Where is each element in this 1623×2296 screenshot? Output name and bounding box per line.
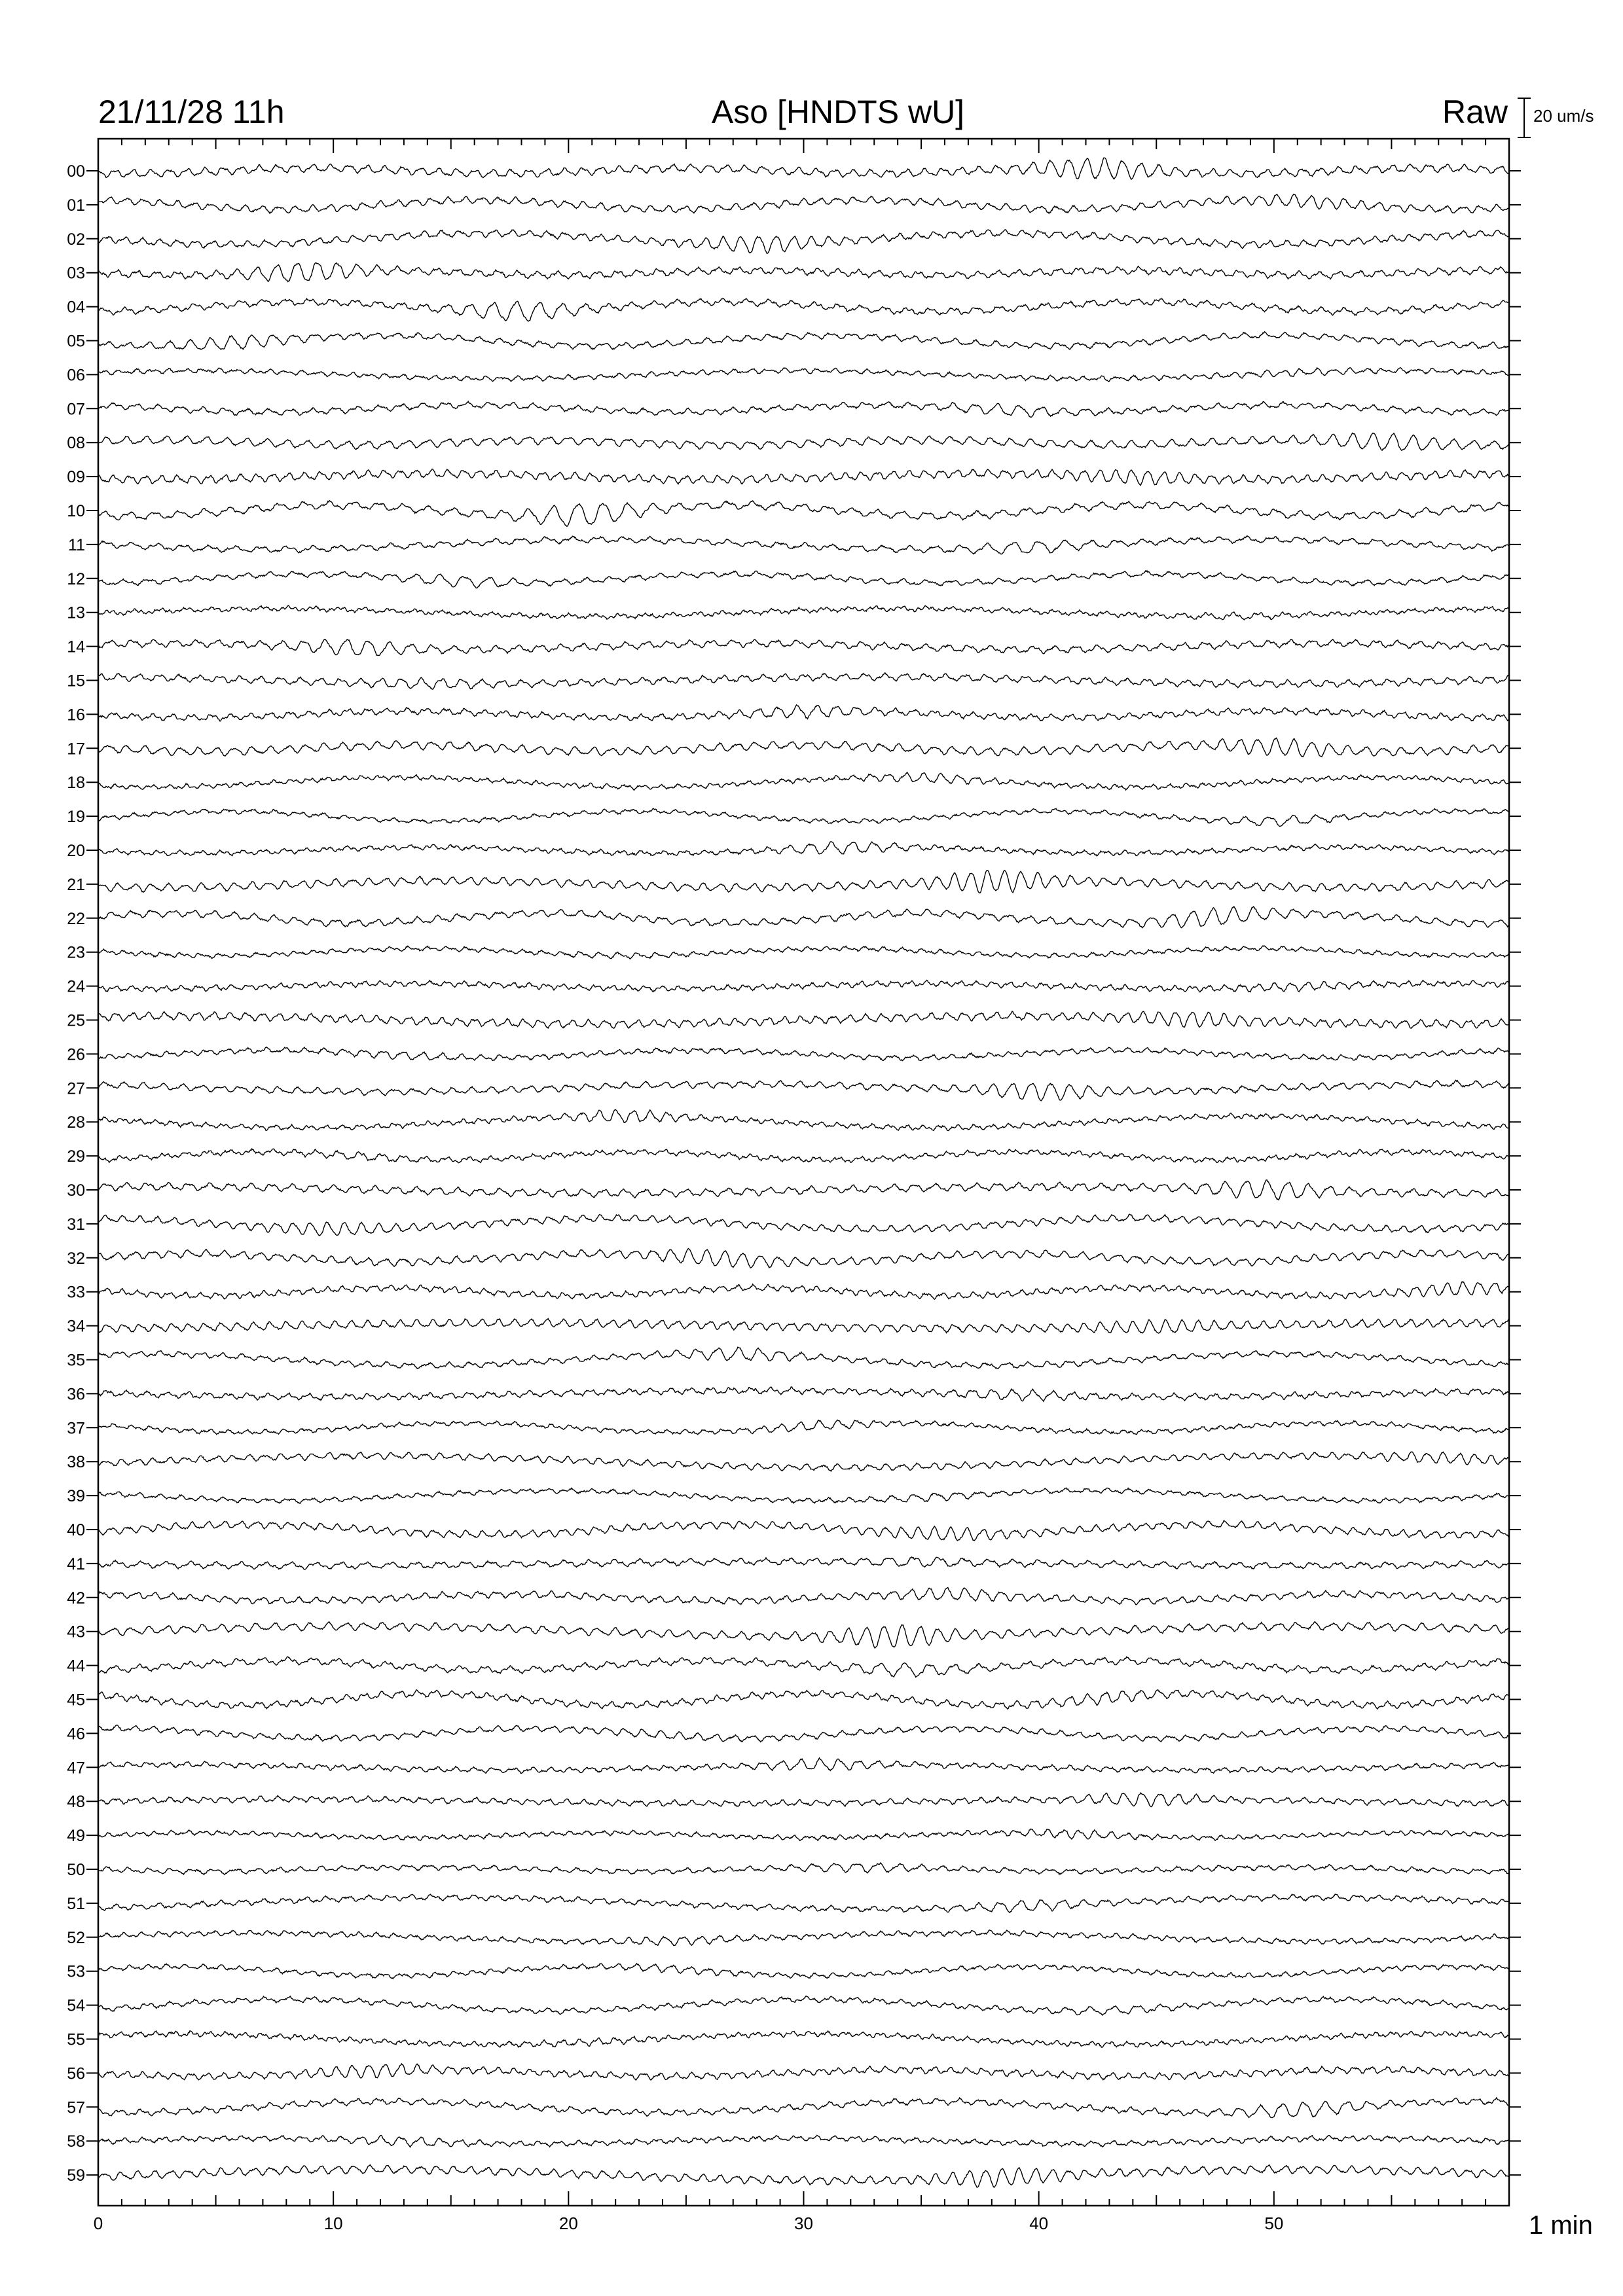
x-tick-label: 10 <box>323 2214 343 2233</box>
seismogram-trace <box>98 501 1509 527</box>
seismogram-trace <box>98 842 1509 856</box>
row-label: 10 <box>67 502 85 520</box>
row-label: 38 <box>67 1453 85 1472</box>
row-label: 29 <box>67 1147 85 1166</box>
row-label: 22 <box>67 909 85 928</box>
seismogram-trace <box>98 1488 1509 1503</box>
row-label: 45 <box>67 1691 85 1710</box>
row-label: 43 <box>67 1623 85 1641</box>
seismogram-trace <box>98 2165 1509 2188</box>
seismogram-trace <box>98 772 1509 790</box>
row-label: 52 <box>67 1928 85 1947</box>
seismogram-trace <box>98 1758 1509 1773</box>
seismogram-trace <box>98 571 1509 588</box>
x-tick-label: 40 <box>1029 2214 1049 2233</box>
row-label: 34 <box>67 1317 85 1336</box>
row-label: 07 <box>67 400 85 419</box>
row-label: 25 <box>67 1011 85 1030</box>
seismogram-rows <box>67 158 1521 2187</box>
seismogram-trace <box>98 1588 1509 1605</box>
row-label: 26 <box>67 1045 85 1064</box>
seismogram-trace <box>98 1657 1509 1677</box>
seismogram-trace <box>98 1452 1509 1471</box>
row-label: 35 <box>67 1351 85 1370</box>
seismogram-trace <box>98 705 1509 721</box>
seismogram-trace <box>98 673 1509 689</box>
seismogram-trace <box>98 946 1509 959</box>
seismogram-trace <box>98 158 1509 179</box>
row-label: 31 <box>67 1215 85 1234</box>
amplitude-scale-label: 20 um/s <box>1533 106 1594 126</box>
row-label: 16 <box>67 706 85 725</box>
row-label: 18 <box>67 774 85 793</box>
seismogram-trace <box>98 1319 1509 1333</box>
seismogram-trace <box>98 194 1509 214</box>
seismogram-trace <box>98 906 1509 928</box>
seismogram-trace <box>98 808 1509 826</box>
seismogram-trace <box>98 1622 1509 1648</box>
row-label: 33 <box>67 1283 85 1302</box>
row-label: 06 <box>67 366 85 385</box>
seismogram-trace <box>98 1387 1509 1401</box>
x-axis-tick-labels <box>94 2214 1284 2233</box>
seismogram-trace <box>98 980 1509 992</box>
seismogram-trace <box>98 1109 1509 1130</box>
seismogram-trace <box>98 1964 1509 1979</box>
seismogram-trace <box>98 263 1509 282</box>
row-label: 58 <box>67 2132 85 2151</box>
row-label: 36 <box>67 1385 85 1404</box>
seismogram-trace <box>98 368 1509 382</box>
row-label: 24 <box>67 977 85 996</box>
seismogram-trace <box>98 536 1509 554</box>
row-label: 51 <box>67 1894 85 1913</box>
seismogram-trace <box>98 2098 1509 2118</box>
seismogram-trace <box>98 469 1509 486</box>
row-label: 11 <box>68 535 85 554</box>
seismogram-trace <box>98 1149 1509 1163</box>
row-label: 42 <box>67 1588 85 1607</box>
row-label: 46 <box>67 1725 85 1744</box>
seismogram-trace <box>98 332 1509 350</box>
row-label: 02 <box>67 230 85 249</box>
row-label: 09 <box>67 468 85 487</box>
row-label: 23 <box>67 943 85 962</box>
seismogram-trace <box>98 605 1509 620</box>
row-label: 30 <box>67 1181 85 1200</box>
row-label: 40 <box>67 1521 85 1539</box>
row-label: 57 <box>67 2098 85 2117</box>
row-label: 00 <box>67 162 85 181</box>
seismogram-trace <box>98 639 1509 656</box>
x-tick-label: 0 <box>93 2214 103 2233</box>
x-tick-label: 50 <box>1264 2214 1284 2233</box>
row-label: 54 <box>67 1996 85 2015</box>
row-label: 04 <box>67 298 85 317</box>
seismogram-trace <box>98 1894 1509 1912</box>
x-tick-label: 30 <box>794 2214 813 2233</box>
seismogram-trace <box>98 738 1509 757</box>
date-hour-label: 21/11/28 11h <box>98 94 285 130</box>
row-label: 41 <box>67 1554 85 1573</box>
row-label: 53 <box>67 1962 85 1981</box>
row-label: 32 <box>67 1249 85 1268</box>
row-label: 21 <box>67 875 85 894</box>
seismogram-trace <box>98 2135 1509 2147</box>
seismogram-trace <box>98 870 1509 893</box>
plot-frame <box>98 139 1509 2206</box>
seismogram-trace <box>98 1863 1509 1874</box>
seismogram-trace <box>98 1996 1509 2015</box>
row-label: 56 <box>67 2064 85 2083</box>
row-label: 48 <box>67 1793 85 1812</box>
seismogram-trace <box>98 1690 1509 1709</box>
seismogram-trace <box>98 1930 1509 1946</box>
row-label: 01 <box>67 196 85 215</box>
row-label: 47 <box>67 1759 85 1778</box>
x-axis-unit-label: 1 min <box>1529 2211 1593 2240</box>
seismogram-trace <box>98 1420 1509 1435</box>
seismogram-trace <box>98 1793 1509 1806</box>
row-label: 39 <box>67 1487 85 1506</box>
seismogram-trace <box>98 1347 1509 1369</box>
seismogram-trace <box>98 1829 1509 1840</box>
row-label: 44 <box>67 1657 85 1676</box>
seismogram-trace <box>98 1249 1509 1268</box>
time-ticks <box>98 139 1509 2206</box>
row-label: 14 <box>67 637 85 656</box>
seismogram-trace <box>98 230 1509 253</box>
seismogram-trace <box>98 1282 1509 1299</box>
row-label: 27 <box>67 1079 85 1098</box>
x-tick-label: 20 <box>558 2214 578 2233</box>
seismogram-trace <box>98 2064 1509 2080</box>
row-label: 55 <box>67 2030 85 2049</box>
row-label: 13 <box>67 603 85 622</box>
row-label: 37 <box>67 1419 85 1438</box>
row-label: 49 <box>67 1827 85 1846</box>
seismogram-trace <box>98 1214 1509 1236</box>
row-label: 20 <box>67 842 85 860</box>
row-label: 08 <box>67 434 85 453</box>
row-label: 28 <box>67 1113 85 1132</box>
row-label: 17 <box>67 740 85 759</box>
row-label: 19 <box>67 808 85 827</box>
seismogram-trace <box>98 1557 1509 1570</box>
seismogram-trace <box>98 2031 1509 2047</box>
seismogram-trace <box>98 1080 1509 1100</box>
row-label: 05 <box>67 332 85 351</box>
row-label: 59 <box>67 2166 85 2185</box>
seismogram-trace <box>98 1011 1509 1028</box>
seismogram-trace <box>98 1180 1509 1200</box>
seismogram-trace <box>98 298 1509 321</box>
row-label: 12 <box>67 569 85 588</box>
seismogram-trace <box>98 401 1509 417</box>
seismogram-trace <box>98 433 1509 451</box>
mode-label: Raw <box>1442 94 1508 130</box>
seismogram-trace <box>98 1047 1509 1061</box>
seismogram-trace <box>98 1520 1509 1540</box>
row-label: 03 <box>67 264 85 283</box>
row-label: 50 <box>67 1861 85 1879</box>
station-title: Aso [HNDTS wU] <box>711 94 965 130</box>
seismogram-trace <box>98 1725 1509 1742</box>
row-label: 15 <box>67 672 85 691</box>
